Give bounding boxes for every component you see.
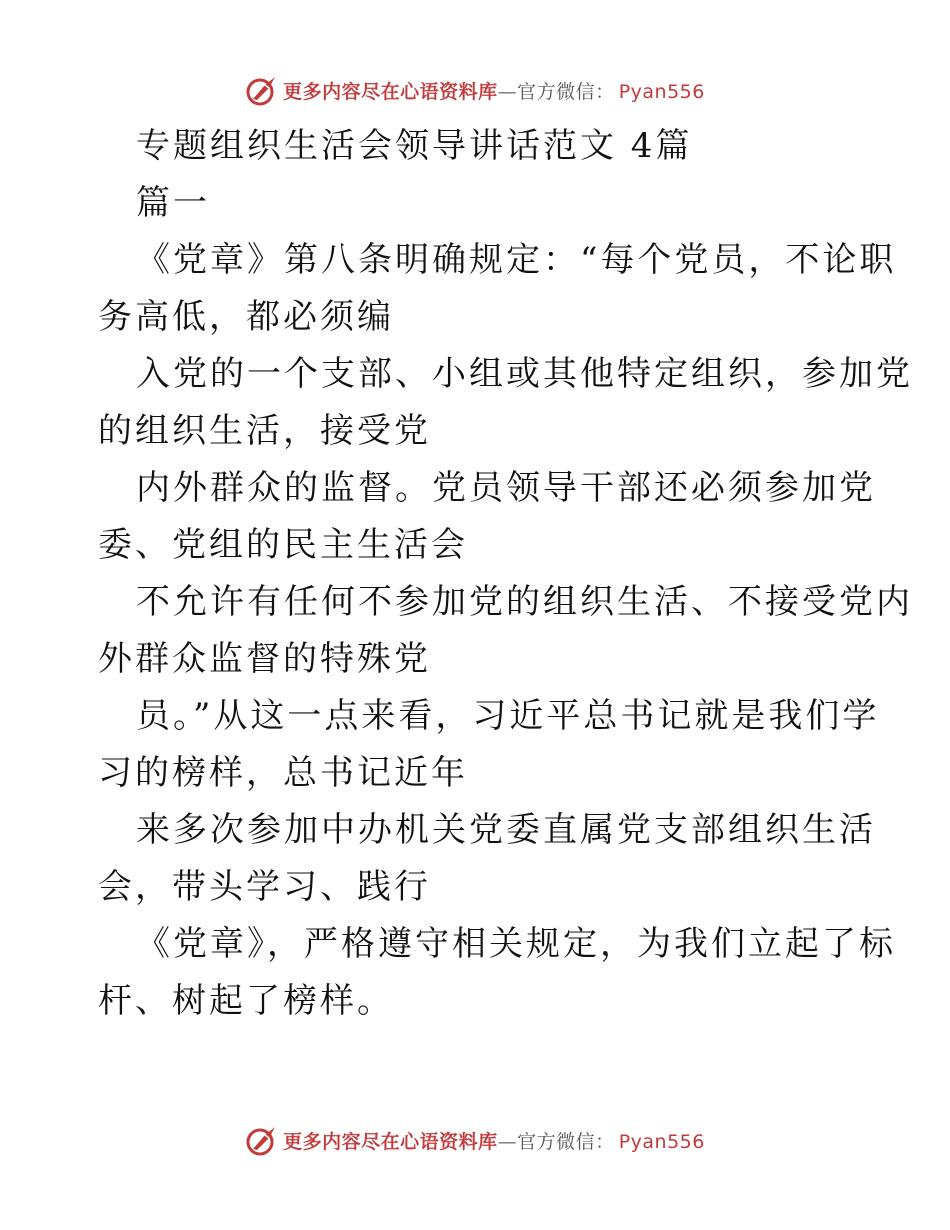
paragraph-line: 外群众监督的特殊党 (98, 639, 431, 679)
section-heading: 篇一 (136, 183, 210, 223)
paragraph-line: 的组织生活，接受党 (98, 411, 431, 451)
watermark-official-label: 官方微信： (517, 1130, 615, 1153)
paragraph-line: 习的榜样，总书记近年 (98, 753, 468, 793)
paragraph-line: 《党章》第八条明确规定：“每个党员，不论职 (136, 240, 897, 280)
paragraph-line: 会，带头学习、践行 (98, 867, 431, 907)
watermark-dash: — (497, 1130, 518, 1153)
paragraph-line: 入党的一个支部、小组或其他特定组织，参加党 (136, 354, 913, 394)
paragraph-line: 来多次参加中办机关党委直属党支部组织生活 (136, 810, 876, 850)
paragraph-line: 员。”从这一点来看，习近平总书记就是我们学 (136, 696, 880, 736)
quill-pen-logo-icon (245, 73, 279, 107)
quill-pen-logo-icon (245, 1123, 279, 1157)
watermark-official-label: 官方微信： (517, 80, 615, 103)
paragraph-line: 委、党组的民主生活会 (98, 525, 468, 565)
watermark-text: 更多内容尽在心语资料库 (283, 80, 498, 103)
paragraph-line: 务高低，都必须编 (98, 297, 394, 337)
watermark-text: 更多内容尽在心语资料库 (283, 1130, 498, 1153)
watermark-dash: — (497, 80, 518, 103)
paragraph-line: 《党章》，严格遵守相关规定，为我们立起了标 (136, 924, 896, 964)
document-title: 专题组织生活会领导讲话范文 4篇 (136, 126, 693, 166)
document-body (98, 118, 913, 1030)
watermark-wechat-id: Pyan556 (618, 80, 705, 103)
paragraph-line: 不允许有任何不参加党的组织生活、不接受党内 (136, 582, 913, 622)
watermark-wechat-id: Pyan556 (618, 1130, 705, 1153)
paragraph-line: 内外群众的监督。党员领导干部还必须参加党 (136, 468, 876, 508)
paragraph-line: 杆、树起了榜样。 (98, 981, 394, 1021)
footer-watermark (0, 1120, 950, 1160)
header-watermark (0, 70, 950, 110)
